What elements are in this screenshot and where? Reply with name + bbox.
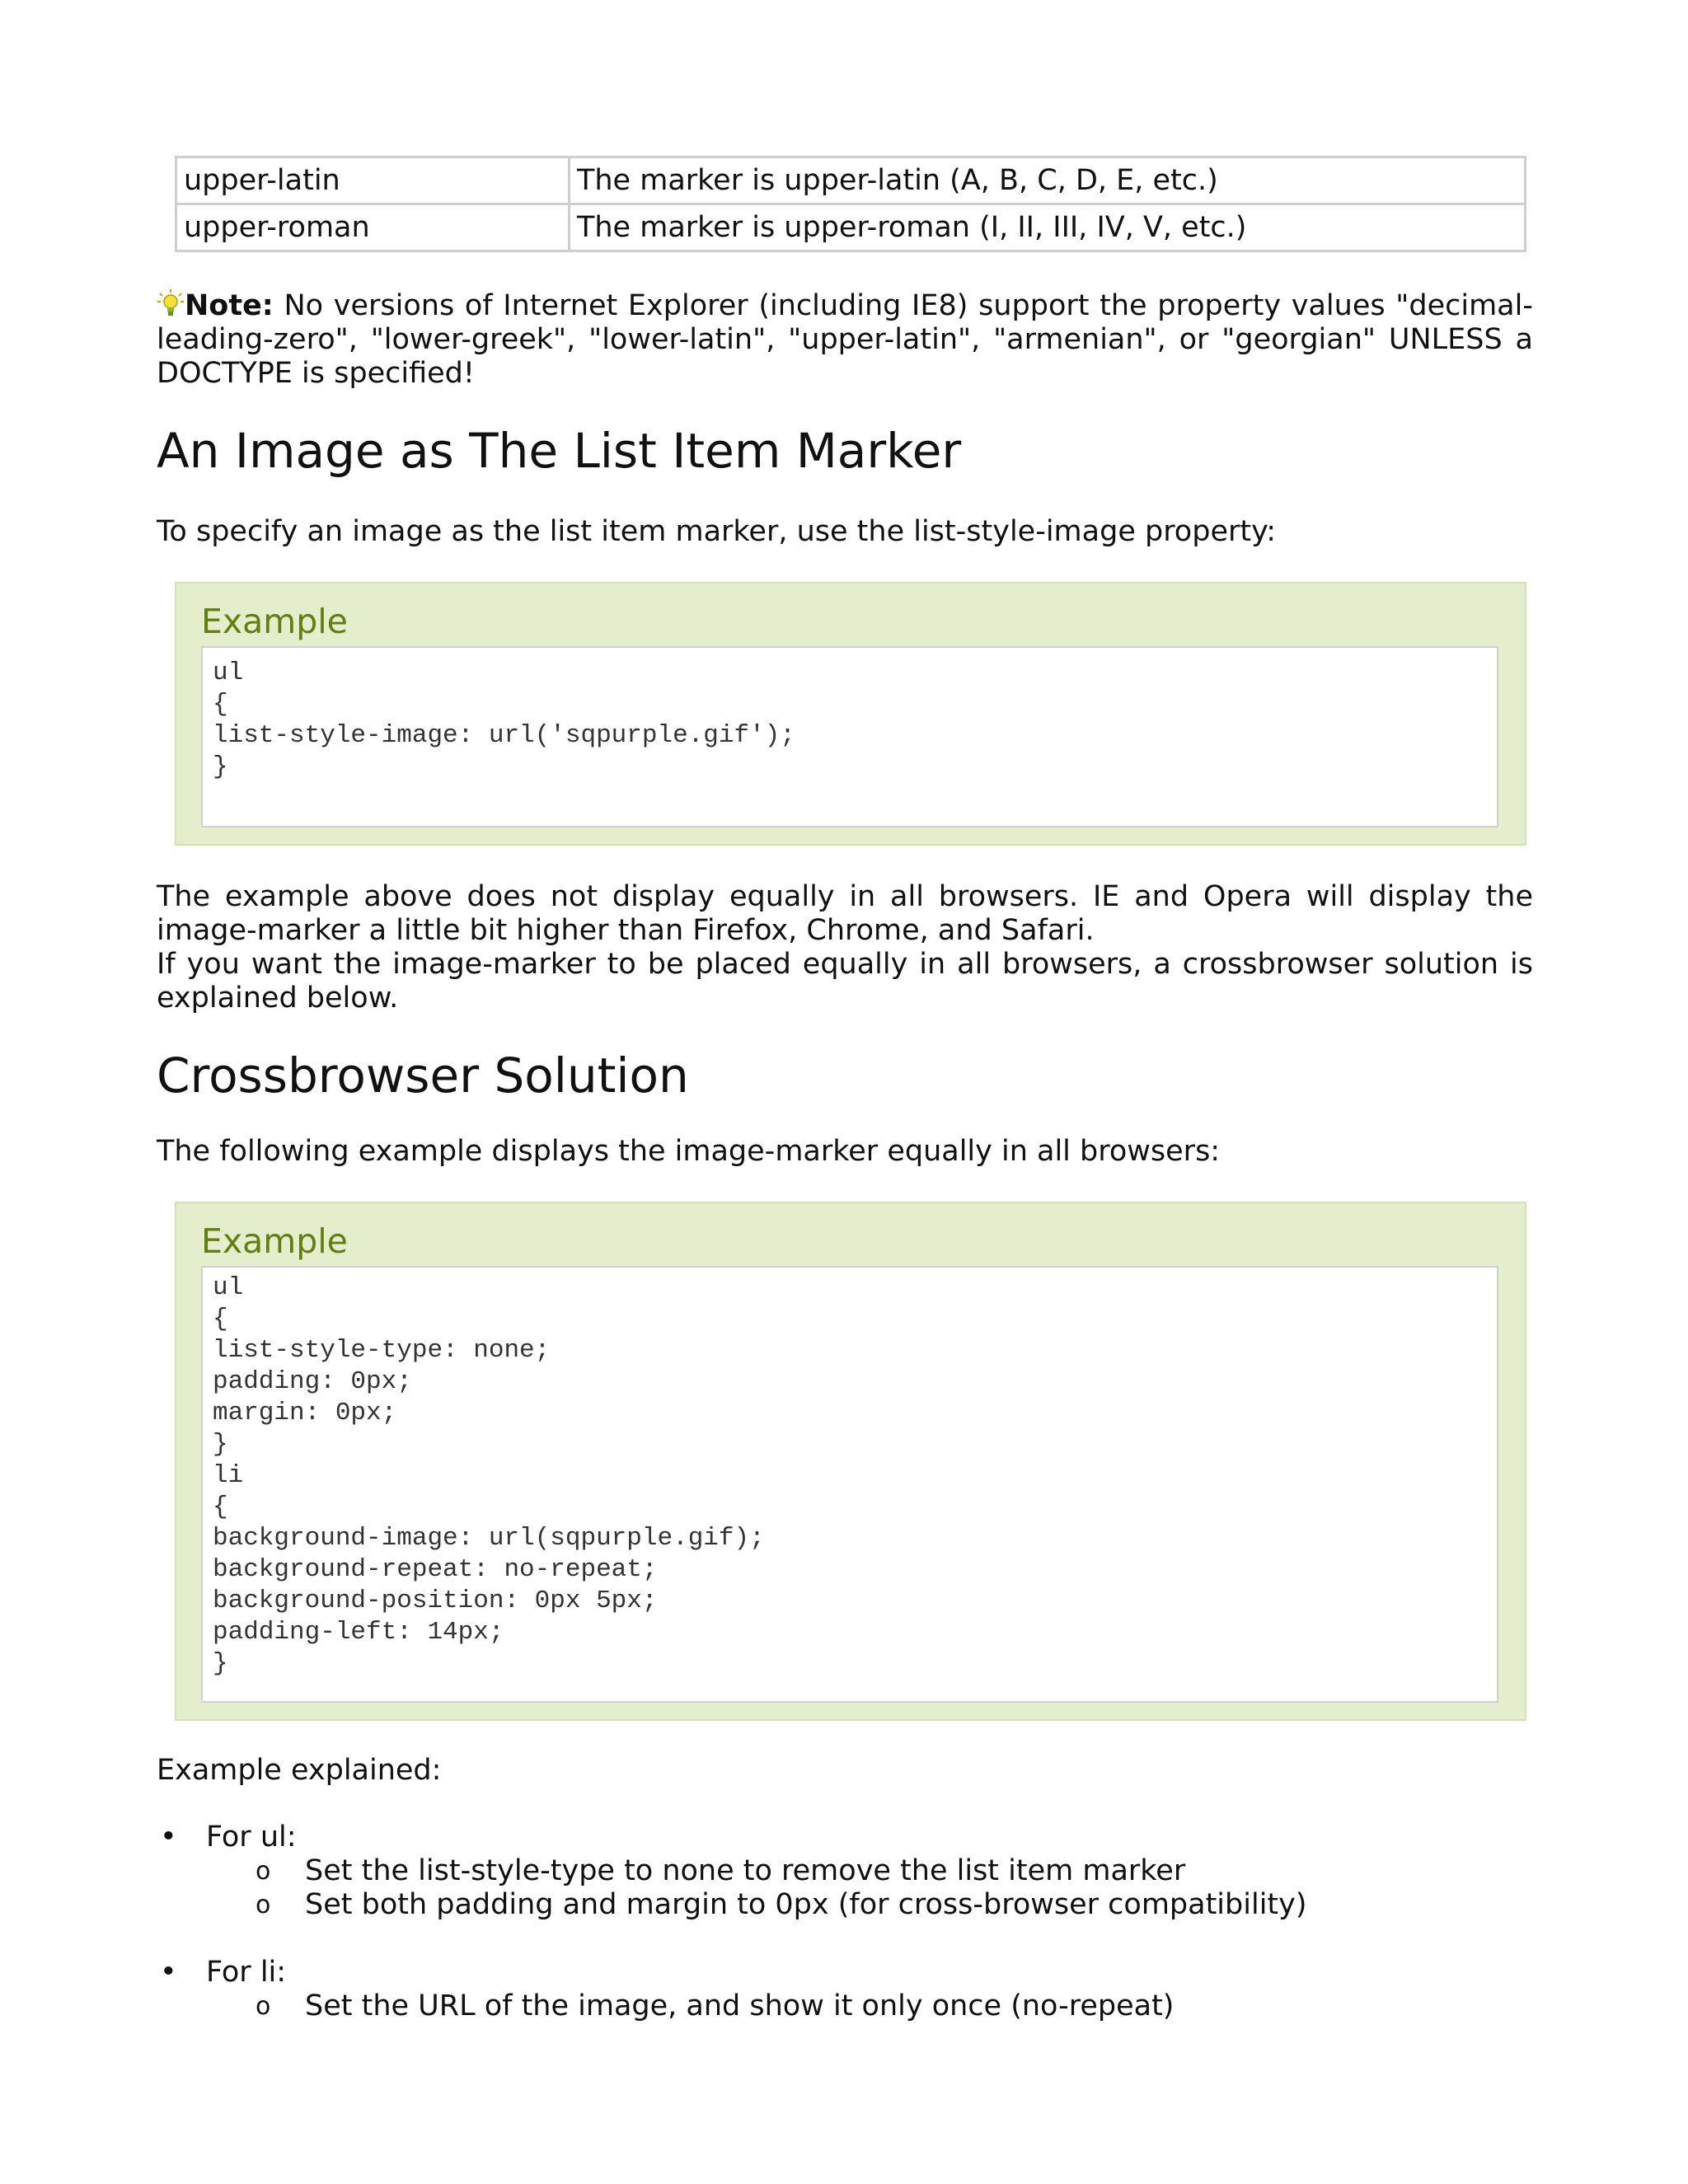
section-heading: Crossbrowser Solution — [157, 1047, 689, 1104]
table-cell-value: upper-latin — [176, 157, 570, 204]
code-line: } — [213, 1649, 228, 1678]
table-row — [176, 204, 1526, 251]
example-box — [175, 582, 1526, 846]
code-line: ul — [213, 658, 244, 687]
code-line: background-repeat: no-repeat; — [213, 1555, 658, 1584]
code-line: padding-left: 14px; — [213, 1618, 504, 1647]
code-line: background-image: url(sqpurple.gif); — [213, 1524, 765, 1553]
table-cell-description: The marker is upper-latin (A, B, C, D, E, etc.) — [570, 157, 1526, 204]
code-line: li — [213, 1461, 244, 1490]
code-line: { — [213, 1493, 228, 1521]
code-line: { — [213, 690, 228, 719]
sub-list-item-text: Set the URL of the image, and show it only once (no-repeat) — [305, 1990, 1175, 2022]
lightbulb-icon — [157, 288, 185, 318]
table-cell-description: The marker is upper-roman (I, II, III, IV, V, etc.) — [570, 204, 1526, 251]
circle-bullet-icon: o — [256, 1857, 271, 1886]
code-line: } — [213, 752, 228, 781]
sub-list-item — [157, 1854, 1533, 1888]
explanation-paragraph: If you want the image-marker to be placed equally in all browsers, a crossbrowser solution is explained below. — [157, 948, 1533, 1015]
example-box — [175, 1202, 1526, 1721]
circle-bullet-icon: o — [256, 1992, 271, 2021]
example-title: Example — [201, 602, 348, 641]
code-block — [201, 646, 1498, 827]
section-intro: To specify an image as the list item marker, use the list-style-image property: — [157, 515, 1277, 548]
sub-list-item-text: Set both padding and margin to 0px (for cross-browser compatibility) — [305, 1888, 1307, 1921]
list-item — [157, 1956, 1533, 1990]
code-line: } — [213, 1430, 228, 1459]
example-title: Example — [201, 1221, 348, 1261]
bullet-icon: • — [160, 1821, 177, 1854]
circle-bullet-icon: o — [256, 1891, 271, 1919]
code-line: padding: 0px; — [213, 1367, 412, 1396]
list-item-label: For li: — [206, 1956, 287, 1989]
table-cell-value: upper-roman — [176, 204, 570, 251]
sub-list-item-text: Set the list-style-type to none to remove the list item marker — [305, 1854, 1186, 1887]
note-label: Note: — [185, 289, 274, 322]
code-line: { — [213, 1305, 228, 1333]
section-heading: An Image as The List Item Marker — [157, 423, 962, 479]
note-paragraph — [157, 288, 1533, 391]
section-intro: The following example displays the image-marker equally in all browsers: — [157, 1135, 1221, 1168]
explained-label: Example explained: — [157, 1754, 442, 1787]
code-line: ul — [213, 1273, 244, 1302]
sub-list-item — [157, 1888, 1533, 1922]
explanation-paragraph: The example above does not display equally in all browsers. IE and Opera will display the image-marker a little bit higher than Firefox, Chrome, and Safari. — [157, 880, 1533, 947]
sub-list-item — [157, 1990, 1533, 2023]
code-block — [201, 1266, 1498, 1703]
code-line: background-position: 0px 5px; — [213, 1586, 658, 1615]
explanation-list — [157, 1821, 1533, 2023]
list-item-label: For ul: — [206, 1821, 297, 1854]
list-style-values-table — [175, 156, 1526, 252]
table-row — [176, 157, 1526, 204]
code-line: list-style-image: url('sqpurple.gif'); — [213, 721, 795, 750]
bullet-icon: • — [160, 1956, 177, 1989]
note-text: No versions of Internet Explorer (including IE8) support the property values "decimal-leading-zero", "lower-greek", "lower-latin", "upper-latin", "armenian", or "georgian" UNLESS a DOCTYPE is specified! — [157, 289, 1533, 390]
list-item — [157, 1821, 1533, 1854]
code-line: list-style-type: none; — [213, 1336, 551, 1365]
code-line: margin: 0px; — [213, 1399, 397, 1427]
